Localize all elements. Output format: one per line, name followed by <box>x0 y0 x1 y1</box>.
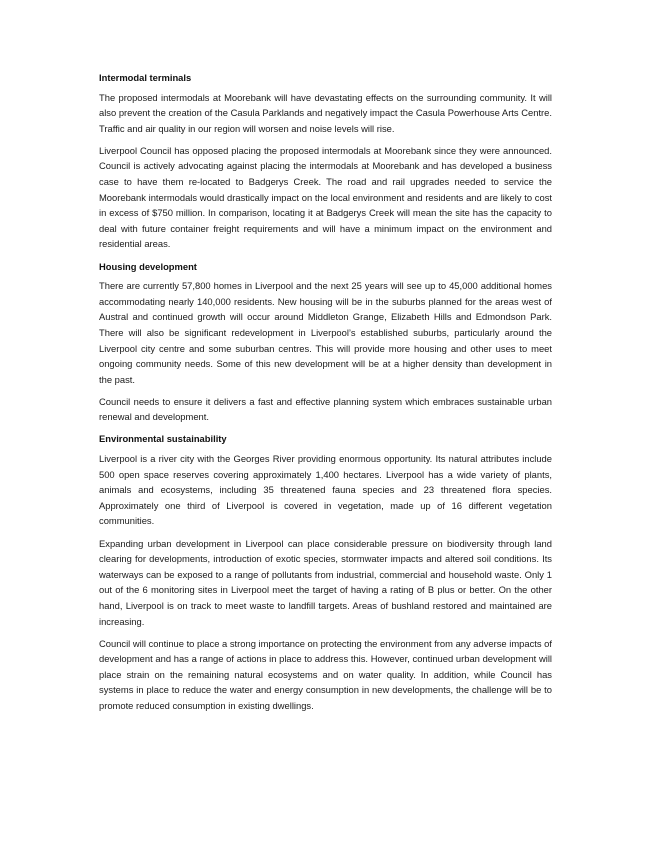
paragraph: Liverpool Council has opposed placing the proposed intermodals at Moorebank since they were announced. Council is actively advocating against placing the intermodals at Moorebank and has developed a business case to have them re-located to Badgerys Creek. The road and rail upgrades needed to service the Moorebank intermodals would drastically impact on the local environment and residents and are likely to cost in excess of $750 million. In comparison, locating it at Badgerys Creek will mean the site has the capacity to deal with future container freight requirements and will have a minimum impact on the environment and residential areas. <box>99 144 552 250</box>
section-heading-environmental-sustainability: Environmental sustainability <box>99 433 227 445</box>
document-body <box>99 70 552 720</box>
paragraph: Council will continue to place a strong importance on protecting the environment from any adverse impacts of development and has a range of actions in place to address this. However, continued urban development will place strain on the remaining natural ecosystems and on water quality. In addition, while Council has systems in place to reduce the water and energy consumption in new developments, the challenge will be to promote reduced consumption in existing dwellings. <box>99 637 552 711</box>
paragraph: There are currently 57,800 homes in Liverpool and the next 25 years will see up to 45,000 additional homes accommodating nearly 140,000 residents. New housing will be in the suburbs planned for the areas west of Austral and continued growth will occur around Middleton Grange, Elizabeth Hills and Edmondson Park. There will also be significant redevelopment in Liverpool’s established suburbs, particularly around the Liverpool city centre and some suburban centres. This will provide more housing and other uses to meet ongoing community needs. Some of this new development will be at a higher density than development in the past. <box>99 280 552 385</box>
section-heading-intermodal-terminals: Intermodal terminals <box>99 72 192 83</box>
paragraph: Council needs to ensure it delivers a fast and effective planning system which embraces sustainable urban renewal and development. <box>99 395 552 423</box>
paragraph: The proposed intermodals at Moorebank will have devastating effects on the surrounding community. It will also prevent the creation of the Casula Parklands and negatively impact the Casula Powerhouse Arts Centre. Traffic and air quality in our region will worsen and noise levels will rise. <box>99 91 552 134</box>
paragraph: Liverpool is a river city with the Georges River providing enormous opportunity. Its natural attributes include 500 open space reserves covering approximately 1,400 hectares. Liverpool has a wide variety of plants, animals and ecosystems, including 35 threatened fauna species and 23 threatened flora species. Approximately one third of Liverpool is covered in vegetation, made up of 16 different vegetation communities. <box>99 453 552 527</box>
section-heading-housing-development: Housing development <box>99 260 197 272</box>
paragraph: Expanding urban development in Liverpool can place considerable pressure on biodiversity through land clearing for developments, introduction of exotic species, stormwater impacts and altered soil conditions. Its waterways can be exposed to a range of pollutants from industrial, commercial and household waste. Only 1 out of the 6 monitoring sites in Liverpool meet the target of having a rating of B plus or better. On the other hand, Liverpool is on track to meet waste to landfill targets. Areas of bushland restored and maintained are increasing. <box>99 537 552 627</box>
